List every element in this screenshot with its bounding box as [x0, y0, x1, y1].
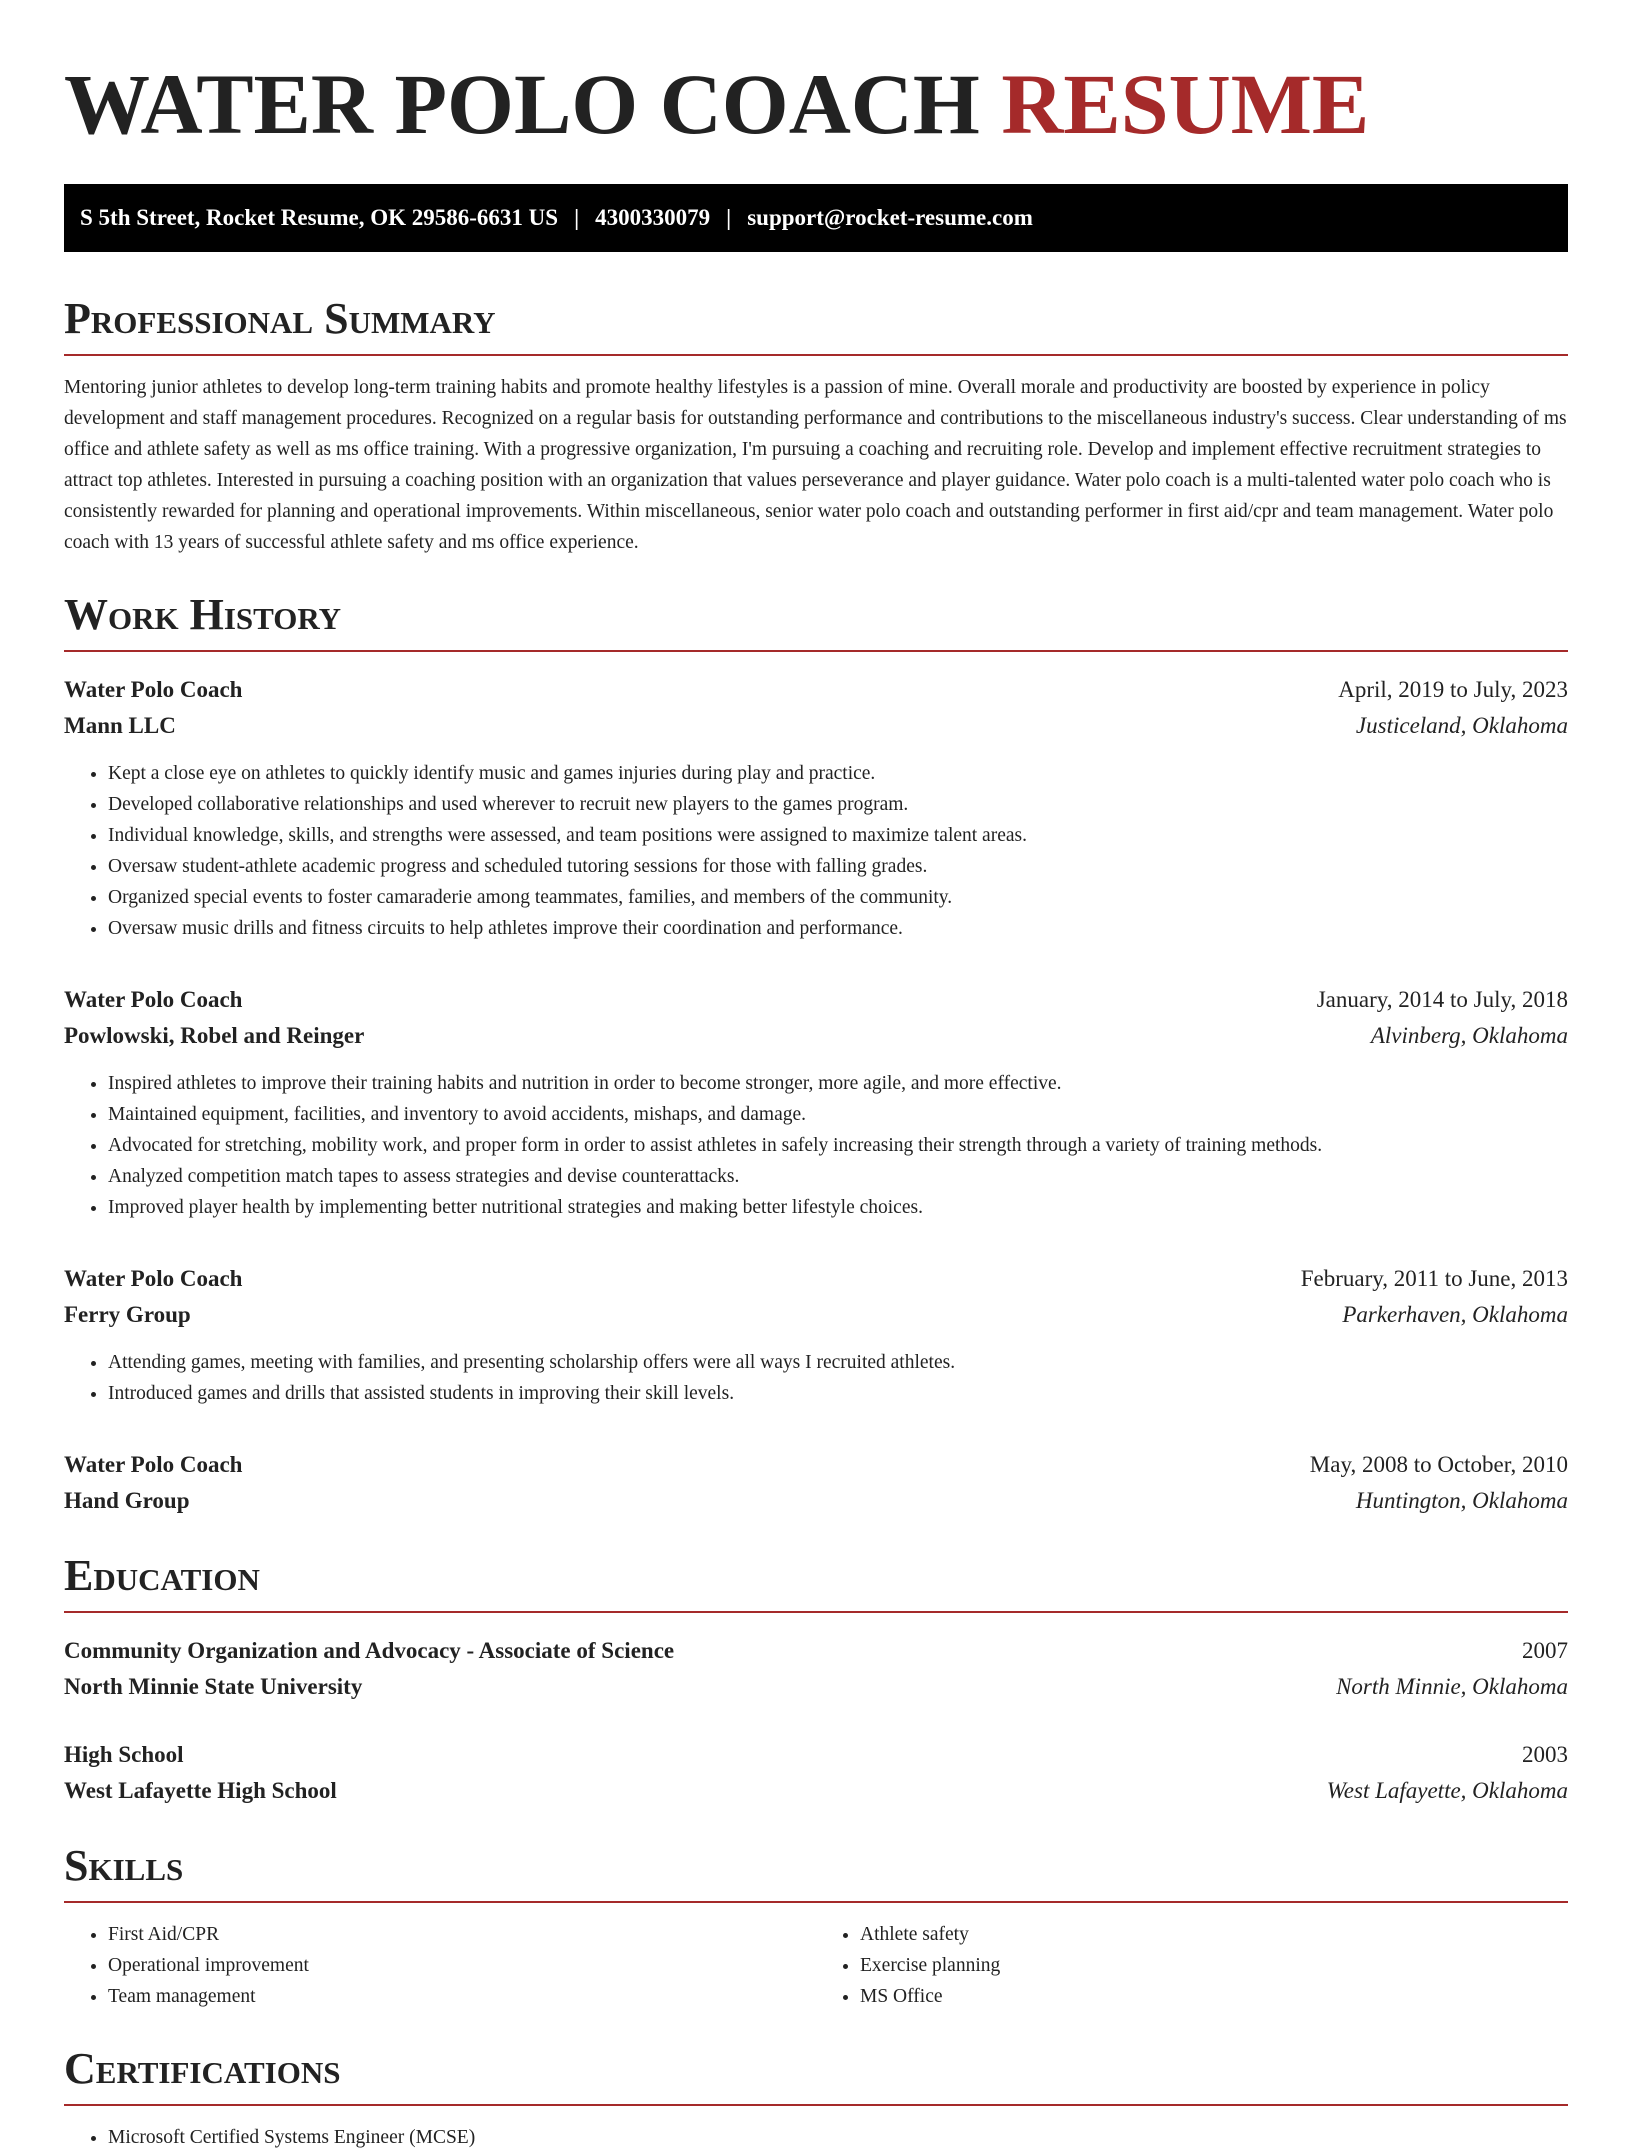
education-header-row: [64, 1737, 1568, 1773]
contact-phone: 4300330079: [595, 205, 711, 230]
job-entry: [64, 1261, 1568, 1409]
education-school: West Lafayette High School: [64, 1778, 337, 1803]
job-header-row: [64, 982, 1568, 1018]
job-company-row: [64, 708, 1568, 744]
job-dates: May, 2008 to October, 2010: [1309, 1452, 1568, 1477]
job-bullet: • Oversaw music drills and fitness circuits to help athletes improve their coordination and performance.: [108, 913, 1568, 944]
title-accent: RESUME: [1001, 56, 1370, 152]
job-bullet: • Improved player health by implementing better nutritional strategies and making better lifestyle choices.: [108, 1192, 1568, 1223]
job-entry: [64, 1447, 1568, 1519]
skill-item: • MS Office: [860, 1981, 1568, 2012]
job-company-row: [64, 1018, 1568, 1054]
education-year: 2003: [1522, 1742, 1568, 1767]
contact-address: S 5th Street, Rocket Resume, OK 29586-6631 US: [80, 205, 559, 230]
job-header-row: [64, 1261, 1568, 1297]
skills-column-right: [816, 1919, 1568, 2012]
job-company: Powlowski, Robel and Reinger: [64, 1023, 365, 1048]
skill-item: • Athlete safety: [860, 1919, 1568, 1950]
summary-section: [64, 296, 1568, 558]
job-bullets: [64, 758, 1568, 944]
resume-title: [64, 58, 1568, 150]
education-entry: [64, 1633, 1568, 1705]
contact-separator: |: [726, 205, 732, 230]
job-company-row: [64, 1483, 1568, 1519]
education-school: North Minnie State University: [64, 1674, 363, 1699]
certification-item: • Microsoft Certified Systems Engineer (MCSE): [108, 2122, 1568, 2153]
skills-column-left: [64, 1919, 816, 2012]
job-bullet: • Organized special events to foster camaraderie among teammates, families, and members of the community.: [108, 882, 1568, 913]
section-heading: Education: [64, 1553, 1568, 1613]
contact-separator: |: [574, 205, 580, 230]
contact-bar: [64, 184, 1568, 252]
section-heading: Work History: [64, 592, 1568, 652]
job-bullets: [64, 1347, 1568, 1409]
job-header-row: [64, 1447, 1568, 1483]
summary-text: Mentoring junior athletes to develop long-term training habits and promote healthy lifestyles is a passion of mine. Overall morale and productivity are boosted by experience in policy development and staff management procedures. Recognized on a regular basis for outstanding performance and contributions to the miscellaneous industry's success. Clear understanding of ms office and athlete safety as well as ms office training. With a progressive organization, I'm pursuing a coaching and recruiting role. Develop and implement effective recruitment strategies to attract top athletes. Interested in pursuing a coaching position with an organization that values perseverance and player guidance. Water polo coach is a multi-talented water polo coach who is consistently rewarded for planning and operational improvements. Within miscellaneous, senior water polo coach and outstanding performer in first aid/cpr and team management. Water polo coach with 13 years of successful athlete safety and ms office experience.: [64, 377, 1567, 553]
job-list: [64, 672, 1568, 1519]
job-title: Water Polo Coach: [64, 1452, 243, 1477]
education-school-row: [64, 1669, 1568, 1705]
job-bullet: • Introduced games and drills that assisted students in improving their skill levels.: [108, 1378, 1568, 1409]
job-dates: January, 2014 to July, 2018: [1316, 987, 1568, 1012]
job-bullets: [64, 1068, 1568, 1223]
skill-item: • Exercise planning: [860, 1950, 1568, 1981]
section-heading: Professional Summary: [64, 296, 1568, 356]
education-location: North Minnie, Oklahoma: [1336, 1674, 1568, 1699]
education-school-row: [64, 1773, 1568, 1809]
job-dates: April, 2019 to July, 2023: [1338, 677, 1568, 702]
education-degree: Community Organization and Advocacy - Associate of Science: [64, 1638, 675, 1663]
job-bullet: • Advocated for stretching, mobility work, and proper form in order to assist athletes in safely increasing their strength through a variety of training methods.: [108, 1130, 1568, 1161]
education-location: West Lafayette, Oklahoma: [1326, 1778, 1568, 1803]
job-bullet: • Analyzed competition match tapes to assess strategies and devise counterattacks.: [108, 1161, 1568, 1192]
education-list: [64, 1633, 1568, 1809]
job-company-row: [64, 1297, 1568, 1333]
education-entry: [64, 1737, 1568, 1809]
job-location: Alvinberg, Oklahoma: [1370, 1023, 1568, 1048]
section-heading: Certifications: [64, 2046, 1568, 2106]
section-heading: Skills: [64, 1843, 1568, 1903]
job-location: Parkerhaven, Oklahoma: [1342, 1302, 1568, 1327]
job-bullet: • Kept a close eye on athletes to quickly identify music and games injuries during play and practice.: [108, 758, 1568, 789]
job-bullet: • Maintained equipment, facilities, and inventory to avoid accidents, mishaps, and damage.: [108, 1099, 1568, 1130]
job-entry: [64, 982, 1568, 1223]
job-bullet: • Developed collaborative relationships and used wherever to recruit new players to the games program.: [108, 789, 1568, 820]
job-bullet: • Oversaw student-athlete academic progress and scheduled tutoring sessions for those with falling grades.: [108, 851, 1568, 882]
title-main: WATER POLO COACH: [64, 56, 980, 152]
job-title: Water Polo Coach: [64, 677, 243, 702]
job-entry: [64, 672, 1568, 944]
job-title: Water Polo Coach: [64, 1266, 243, 1291]
job-bullet: • Attending games, meeting with families, and presenting scholarship offers were all ways I recruited athletes.: [108, 1347, 1568, 1378]
job-bullet: • Inspired athletes to improve their training habits and nutrition in order to become stronger, more agile, and more effective.: [108, 1068, 1568, 1099]
certifications-section: [64, 2046, 1568, 2153]
job-company: Hand Group: [64, 1488, 190, 1513]
job-location: Justiceland, Oklahoma: [1355, 713, 1568, 738]
skill-item: • First Aid/CPR: [108, 1919, 816, 1950]
job-title: Water Polo Coach: [64, 987, 243, 1012]
education-section: [64, 1553, 1568, 1809]
work-history-section: [64, 592, 1568, 1519]
contact-email: support@rocket-resume.com: [747, 205, 1033, 230]
skills-section: [64, 1843, 1568, 2012]
job-dates: February, 2011 to June, 2013: [1300, 1266, 1568, 1291]
skills-columns: [64, 1919, 1568, 2012]
education-header-row: [64, 1633, 1568, 1669]
job-header-row: [64, 672, 1568, 708]
job-bullet: • Individual knowledge, skills, and strengths were assessed, and team positions were assigned to maximize talent areas.: [108, 820, 1568, 851]
certification-list: [64, 2122, 1568, 2153]
skill-item: • Operational improvement: [108, 1950, 816, 1981]
education-degree: High School: [64, 1742, 184, 1767]
education-year: 2007: [1522, 1638, 1568, 1663]
job-location: Huntington, Oklahoma: [1355, 1488, 1568, 1513]
skill-item: • Team management: [108, 1981, 816, 2012]
job-company: Ferry Group: [64, 1302, 191, 1327]
job-company: Mann LLC: [64, 713, 176, 738]
